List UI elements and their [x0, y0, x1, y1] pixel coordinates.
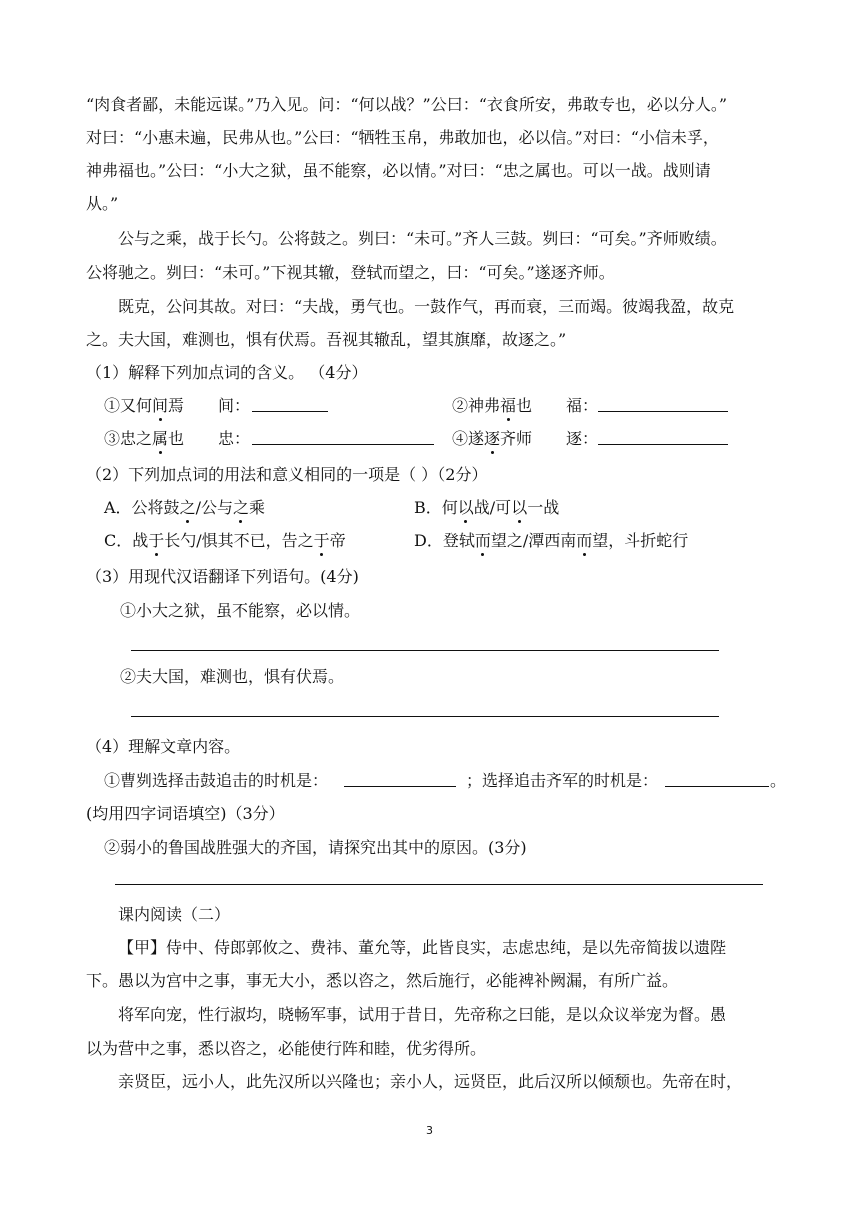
q1-item-4: ④遂逐齐师 — [452, 429, 533, 448]
passage-line: 将军向宠，性行淑均，晓畅军事，试用于昔日，先帝称之曰能，是以众议举宠为督。愚 — [118, 1005, 727, 1024]
q3-sentence-1: ①小大之狱，虽不能察，必以情。 — [120, 601, 361, 620]
q2-option-d[interactable]: D．登轼而望之/潭西南而望，斗折蛇行 — [414, 531, 689, 550]
q3-sentence-2: ②夫大国，难测也，惧有伏焉。 — [120, 667, 345, 686]
q1-item-4-label: 逐： — [566, 429, 599, 448]
q4-part-1-prefix: ①曹刿选择击鼓追击的时机是： — [104, 771, 329, 790]
q1-item-2: ②神弗福也 — [452, 396, 533, 415]
emphasis-dot-char: 属 — [152, 429, 169, 448]
passage-line: 从。” — [86, 194, 119, 213]
question-4-title: （4）理解文章内容。 — [86, 737, 241, 756]
answer-blank[interactable] — [252, 411, 328, 412]
passage-line: 下。愚以为宫中之事，事无大小，悉以咨之，然后施行，必能裨补阙漏，有所广益。 — [86, 971, 679, 990]
answer-blank[interactable] — [598, 411, 728, 412]
emphasis-dot-char: 间 — [152, 396, 169, 415]
question-1-title: （1）解释下列加点词的含义。 （4分） — [86, 363, 368, 382]
q4-note: (均用四字词语填空)（3分） — [86, 804, 285, 823]
answer-blank[interactable] — [665, 786, 769, 787]
q2-option-b[interactable]: B．何以战/可以一战 — [414, 498, 560, 517]
section-heading: 课内阅读（二） — [118, 905, 231, 924]
passage-line: 【甲】侍中、侍郎郭攸之、费祎、董允等，此皆良实，志虑忠纯，是以先帝简拔以遗陛 — [118, 938, 727, 957]
passage-line: 以为营中之事，悉以咨之，必能使行阵和睦，优劣得所。 — [86, 1039, 487, 1058]
q4-part-1-middle: ；选择追击齐军的时机是： — [466, 771, 659, 790]
q1-item-2-label: 福： — [566, 396, 599, 415]
passage-line: 神弗福也。”公曰：“小大之狱，虽不能察，必以情。”对曰：“忠之属也。可以一战。战则请 — [86, 161, 711, 180]
q2-option-a[interactable]: A．公将鼓之/公与之乘 — [104, 498, 266, 517]
q4-part-2: ②弱小的鲁国战胜强大的齐国，请探究出其中的原因。(3分) — [104, 838, 527, 857]
answer-blank[interactable] — [252, 444, 434, 445]
question-2-title: （2）下列加点词的用法和意义相同的一项是（ ）（2分） — [86, 465, 488, 484]
q1-item-3: ③忠之属也 — [104, 429, 185, 448]
answer-blank[interactable] — [598, 444, 728, 445]
passage-line: 公与之乘，战于长勺。公将鼓之。刿曰：“未可。”齐人三鼓。刿曰：“可矣。”齐师败绩。 — [118, 229, 727, 248]
q2-option-c[interactable]: C．战于长勺/惧其不已，告之于帝 — [104, 531, 346, 550]
passage-line: 亲贤臣，远小人，此先汉所以兴隆也；亲小人，远贤臣，此后汉所以倾颓也。先帝在时， — [118, 1072, 743, 1091]
passage-line: 公将驰之。刿曰：“未可。”下视其辙，登轼而望之，曰：“可矣。”遂逐齐师。 — [86, 263, 615, 282]
q1-item-1-label: 间： — [218, 396, 251, 415]
passage-line: 之。夫大国，难测也，惧有伏焉。吾视其辙乱，望其旗靡，故逐之。” — [86, 330, 567, 349]
page-number: 3 — [426, 1124, 433, 1137]
passage-line: 既克，公问其故。对曰：“夫战，勇气也。一鼓作气，再而衰，三而竭。彼竭我盈，故克 — [118, 297, 735, 316]
answer-blank[interactable] — [344, 786, 456, 787]
passage-line: “肉食者鄙，未能远谋。”乃入见。问：“何以战？”公曰：“衣食所安，弗敢专也，必以分人。” — [86, 95, 728, 114]
question-3-title: （3）用现代汉语翻译下列语句。(4分) — [86, 567, 359, 586]
answer-line[interactable] — [131, 716, 719, 717]
answer-line[interactable] — [115, 884, 763, 885]
q4-part-1-end: 。 — [770, 771, 787, 790]
q1-item-1: ①又何间焉 — [104, 396, 185, 415]
q1-item-3-label: 忠： — [218, 429, 251, 448]
emphasis-dot-char: 福 — [500, 396, 517, 415]
answer-line[interactable] — [131, 650, 719, 651]
passage-line: 对曰：“小惠未遍，民弗从也。”公曰：“牺牲玉帛，弗敢加也，必以信。”对曰：“小信未孚， — [86, 128, 719, 147]
emphasis-dot-char: 逐 — [484, 429, 501, 448]
